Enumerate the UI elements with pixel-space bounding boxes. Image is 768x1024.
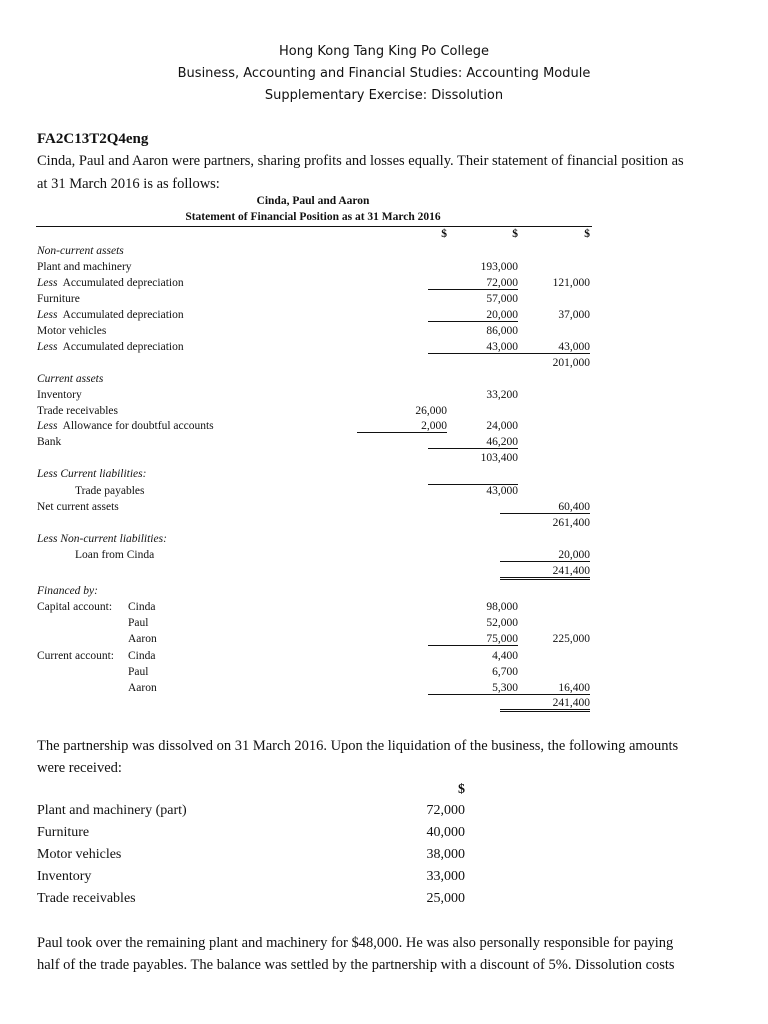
net-current-assets-label: Net current assets	[37, 501, 119, 513]
loan-label: Loan from Cinda	[75, 549, 155, 561]
ca-total: 103,400	[480, 452, 518, 464]
plant-cost: 193,000	[480, 261, 518, 273]
receipt-value: 38,000	[426, 847, 465, 862]
capital-paul-value: 52,000	[486, 617, 518, 629]
current-aaron-value: 5,300	[428, 682, 518, 695]
current-paul-name: Paul	[128, 666, 149, 678]
bank-label: Bank	[37, 436, 62, 448]
receipts-currency: $	[458, 782, 465, 797]
current-cinda-name: Cinda	[128, 650, 156, 662]
motor-cost: 86,000	[486, 325, 518, 337]
intro-line-1: Cinda, Paul and Aaron were partners, sharing profits and losses equally. Their statement of financial position as	[37, 153, 684, 169]
net-receivables: 24,000	[486, 420, 518, 432]
ncl-heading: Less Non-current liabilities:	[37, 533, 167, 545]
plant-label: Plant and machinery	[37, 261, 132, 273]
exercise-title: Supplementary Exercise: Dissolution	[264, 88, 504, 103]
furniture-label: Furniture	[37, 293, 80, 305]
receipt-value: 72,000	[426, 803, 465, 818]
plant-dep-text: Accumulated depreciation	[62, 277, 184, 289]
closing-line-1: Paul took over the remaining plant and machinery for $48,000. He was also personally responsible for paying	[37, 935, 674, 951]
motor-nbv: 43,000	[500, 341, 590, 354]
receipt-value: 25,000	[426, 891, 465, 906]
receivables-label: Trade receivables	[37, 405, 118, 417]
motor-dep-label	[37, 341, 184, 353]
allowance-text: Allowance for doubtful accounts	[62, 420, 214, 432]
capital-aaron-name: Aaron	[128, 633, 157, 645]
allowance-value: 2,000	[357, 420, 447, 433]
capital-cinda-value: 98,000	[486, 601, 518, 613]
subtotal-value: 261,400	[552, 517, 590, 529]
less-word: Less	[37, 341, 58, 353]
receipt-label: Inventory	[37, 869, 92, 884]
dissolution-line-2: were received:	[37, 760, 122, 776]
intro-line-2: at 31 March 2016 is as follows:	[37, 176, 220, 192]
financed-by-heading: Financed by:	[37, 585, 98, 597]
capital-aaron-value: 75,000	[428, 633, 518, 646]
loan-value: 20,000	[500, 549, 590, 562]
currency-col-3: $	[584, 228, 590, 240]
receipt-label: Trade receivables	[37, 891, 136, 906]
plant-dep-value: 72,000	[428, 277, 518, 290]
inventory-value: 33,200	[486, 389, 518, 401]
statement-title-1: Cinda, Paul and Aaron	[256, 195, 370, 207]
question-code: FA2C13T2Q4eng	[37, 131, 149, 147]
furniture-dep-value: 20,000	[428, 309, 518, 322]
furniture-cost: 57,000	[486, 293, 518, 305]
title-rule	[36, 226, 592, 227]
nca-total: 201,000	[552, 357, 590, 369]
receipt-label: Plant and machinery (part)	[37, 803, 187, 818]
allowance-label	[37, 420, 214, 432]
current-cinda-value: 4,400	[492, 650, 518, 662]
current-paul-value: 6,700	[492, 666, 518, 678]
subject-title: Business, Accounting and Financial Studies: Accounting Module	[177, 66, 591, 81]
net-current-assets-value: 60,400	[500, 501, 590, 514]
motor-dep-text: Accumulated depreciation	[62, 341, 184, 353]
less-word: Less	[37, 309, 58, 321]
payables-value: 43,000	[428, 484, 518, 497]
plant-nbv: 121,000	[552, 277, 590, 289]
nca-heading: Non-current assets	[37, 245, 124, 257]
plant-dep-label	[37, 277, 184, 289]
current-aaron-name: Aaron	[128, 682, 157, 694]
currency-col-1: $	[441, 228, 447, 240]
current-total: 16,400	[500, 682, 590, 695]
closing-line-2: half of the trade payables. The balance was settled by the partnership with a discount of 5%. Dissolution costs	[37, 957, 675, 973]
financed-total: 241,400	[500, 697, 590, 712]
receivables-value: 26,000	[415, 405, 447, 417]
receipt-label: Furniture	[37, 825, 90, 840]
less-word: Less	[37, 277, 58, 289]
bank-value: 46,200	[428, 436, 518, 449]
receipt-value: 40,000	[426, 825, 465, 840]
payables-label: Trade payables	[75, 485, 145, 497]
cl-heading: Less Current liabilities:	[37, 468, 147, 480]
capital-total: 225,000	[552, 633, 590, 645]
furniture-dep-label	[37, 309, 184, 321]
ca-heading: Current assets	[37, 373, 104, 385]
capital-account-label: Capital account:	[37, 601, 113, 613]
statement-title-2: Statement of Financial Position as at 31 March 2016	[185, 211, 441, 223]
net-assets-total: 241,400	[500, 565, 590, 580]
furniture-nbv: 37,000	[558, 309, 590, 321]
receipt-value: 33,000	[426, 869, 465, 884]
inventory-label: Inventory	[37, 389, 82, 401]
current-account-label: Current account:	[37, 650, 114, 662]
receipt-label: Motor vehicles	[37, 847, 122, 862]
dissolution-line-1: The partnership was dissolved on 31 March 2016. Upon the liquidation of the business, the following amounts	[37, 738, 679, 754]
motor-dep-value: 43,000	[428, 341, 518, 354]
capital-paul-name: Paul	[128, 617, 149, 629]
currency-col-2: $	[512, 228, 518, 240]
motor-label: Motor vehicles	[37, 325, 107, 337]
capital-cinda-name: Cinda	[128, 601, 156, 613]
less-word: Less	[37, 420, 58, 432]
furniture-dep-text: Accumulated depreciation	[62, 309, 184, 321]
school-name: Hong Kong Tang King Po College	[279, 44, 489, 59]
